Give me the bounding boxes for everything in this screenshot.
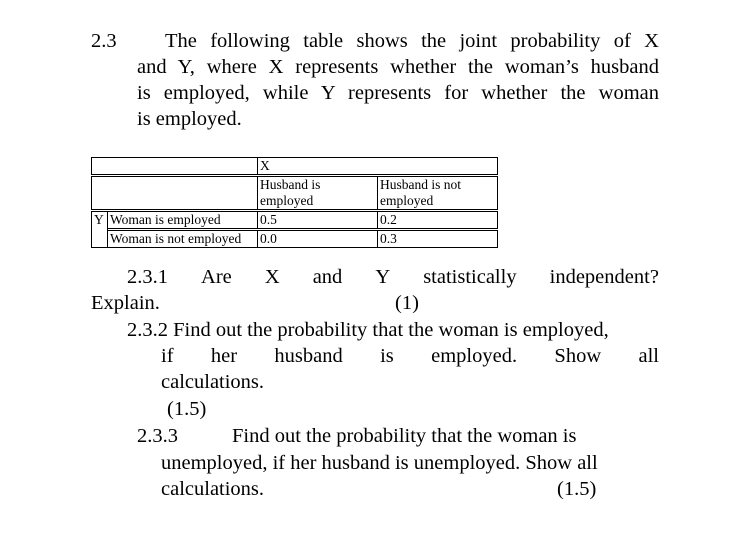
q232-line-3: calculations. <box>161 371 265 393</box>
table-cell-value: 0.5 <box>258 212 378 229</box>
row-label: Woman is not employed <box>108 231 258 248</box>
q233-line-3: calculations. <box>161 478 265 500</box>
table-row <box>92 177 498 210</box>
table-row <box>92 231 498 248</box>
word: Are <box>201 266 232 288</box>
word: husband <box>274 345 343 367</box>
word: Y <box>375 266 391 288</box>
intro-line-1 <box>165 28 659 54</box>
word: joint <box>459 30 498 52</box>
word: statistically <box>423 266 517 288</box>
table-cell-value: 0.0 <box>258 231 378 248</box>
table-cell-value: 0.3 <box>378 231 498 248</box>
q233-line-2: unemployed, if her husband is unemployed. Show all <box>161 452 598 474</box>
word: of <box>613 30 631 52</box>
x-header: X <box>258 158 498 175</box>
q232-line-1: 2.3.2 Find out the probability that the woman is employed, <box>127 319 609 341</box>
q232-marks: (1.5) <box>167 398 207 420</box>
table-cell-empty <box>92 177 258 210</box>
intro-line-4: is employed. <box>137 108 242 130</box>
word: her <box>210 345 238 367</box>
col-header-husband-employed: Husband is employed <box>258 177 378 210</box>
word: employed. <box>431 345 518 367</box>
word: 2.3.1 <box>127 266 168 288</box>
y-header: Y <box>92 212 108 248</box>
word: probability <box>510 30 601 52</box>
word: is <box>380 345 394 367</box>
word: independent? <box>549 266 659 288</box>
word: Show <box>554 345 602 367</box>
q233-line-1: Find out the probability that the woman is <box>232 425 577 447</box>
word: and <box>312 266 343 288</box>
q231-explain: Explain. <box>91 292 160 314</box>
intro-line-3: is employed, while Y represents for whether the woman <box>137 82 659 104</box>
question-number: 2.3 <box>91 30 117 52</box>
col-header-husband-not-employed: Husband is not employed <box>378 177 498 210</box>
word: the <box>421 30 447 52</box>
word: X <box>644 30 659 52</box>
word: all <box>638 345 659 367</box>
joint-probability-table <box>91 157 498 248</box>
word: The <box>165 30 197 52</box>
intro-line-2: and Y, where X represents whether the woman’s husband <box>137 56 659 78</box>
table-cell-empty <box>92 158 258 175</box>
word: if <box>161 345 174 367</box>
table-row <box>92 212 498 229</box>
word: following <box>210 30 290 52</box>
table-row <box>92 158 498 175</box>
row-label: Woman is employed <box>108 212 258 229</box>
q233-marks: (1.5) <box>557 478 597 500</box>
q231-marks: (1) <box>395 292 419 314</box>
word: table <box>303 30 344 52</box>
q232-line-2 <box>161 343 659 369</box>
word: shows <box>356 30 408 52</box>
word: X <box>264 266 280 288</box>
q233-number: 2.3.3 <box>137 425 178 447</box>
q231-line-1 <box>127 264 659 290</box>
table-cell-value: 0.2 <box>378 212 498 229</box>
